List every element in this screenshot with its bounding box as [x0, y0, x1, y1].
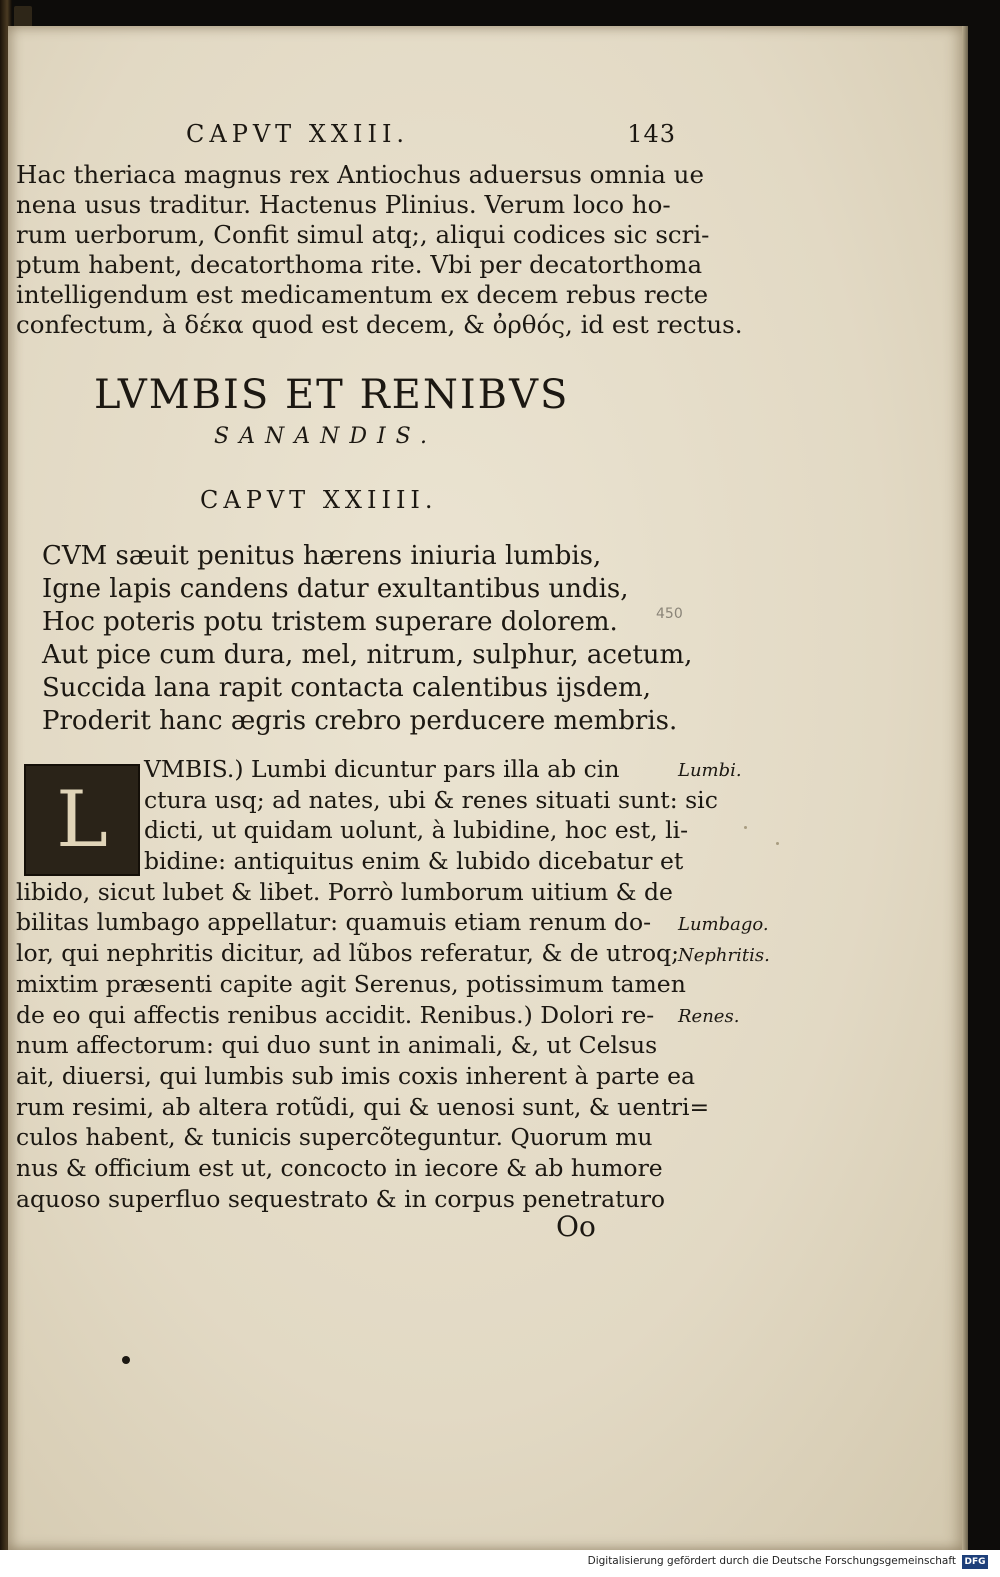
- text-line: culos habent, & tunicis supercõteguntur. Quorum mu: [16, 1123, 653, 1152]
- text-line: ait, diuersi, qui lumbis sub imis coxis inherent à parte ea: [16, 1061, 695, 1090]
- section-subtitle: SANANDIS.: [214, 424, 437, 449]
- chapter-heading: CAPVT XXIIII.: [200, 486, 438, 514]
- verse-line: Hoc poteris potu tristem superare dolorem.: [42, 607, 618, 637]
- ink-spot: [122, 1356, 130, 1364]
- text-line: mixtim præsenti capite agit Serenus, potissimum tamen: [16, 969, 686, 998]
- verse-line: CVM sæuit penitus hærens iniuria lumbis,: [42, 541, 602, 571]
- text-line: aquoso superfluo sequestrato & in corpus penetraturo: [16, 1184, 666, 1213]
- verse-block: [42, 540, 702, 738]
- verse-line: Succida lana rapit contacta calentibus ijsdem,: [42, 673, 651, 703]
- marginal-note-lumbi: Lumbi.: [678, 760, 742, 781]
- text-line: ctura usq; ad nates, ubi & renes situati sunt: sic: [144, 785, 718, 814]
- text-line: bidine: antiquitus enim & lubido dicebatur et: [144, 847, 684, 876]
- book-corner: [14, 6, 32, 28]
- text-line: num affectorum: qui duo sunt in animali, &, ut Celsus: [16, 1031, 658, 1060]
- text-line: intelligendum est medicamentum ex decem rebus recte: [16, 280, 709, 309]
- marginal-note-nephritis: Nephritis.: [678, 945, 770, 966]
- signature-mark: Oo: [556, 1210, 596, 1243]
- page-edge: [962, 26, 968, 1550]
- decorated-initial: L: [24, 764, 140, 876]
- paper-speck: [744, 826, 747, 829]
- paper-speck: [776, 842, 779, 845]
- text-line: ptum habent, decatorthoma rite. Vbi per decatorthoma: [16, 250, 703, 279]
- section-title: LVMBIS ET RENIBVS: [94, 372, 570, 418]
- verse-line: Proderit hanc ægris crebro perducere membris.: [42, 706, 678, 736]
- text-line: bilitas lumbago appellatur: quamuis etiam renum do-: [16, 908, 652, 937]
- text-line: nena usus traditur. Hactenus Plinius. Verum loco ho-: [16, 190, 671, 219]
- verse-line: Aut pice cum dura, mel, nitrum, sulphur, acetum,: [42, 640, 693, 670]
- text-line: libido, sicut lubet & libet. Porrò lumborum uitium & de: [16, 877, 673, 906]
- running-header: [186, 120, 676, 148]
- text-line: lor, qui nephritis dicitur, ad lũbos referatur, & de utroq;: [16, 939, 680, 968]
- text-line: rum uerborum, Confit simul atq;, aliqui codices sic scri-: [16, 220, 710, 249]
- marginal-note-lumbago: Lumbago.: [678, 914, 769, 935]
- text-line: de eo qui affectis renibus accidit. Renibus.) Dolori re-: [16, 1000, 655, 1029]
- dfg-logo: DFG: [962, 1555, 988, 1569]
- text-line: Hac theriaca magnus rex Antiochus aduersus omnia ue: [16, 160, 704, 189]
- text-line: VMBIS.) Lumbi dicuntur pars illa ab cin: [144, 755, 620, 783]
- funding-credit: Digitalisierung gefördert durch die Deutsche Forschungsgemeinschaft: [587, 1555, 956, 1567]
- page-number: 143: [627, 120, 676, 148]
- running-title: CAPVT XXIII.: [186, 120, 410, 148]
- text-line: nus & officium est ut, concocto in iecore & ab humore: [16, 1153, 663, 1182]
- text-line: dicti, ut quidam uolunt, à lubidine, hoc est, li-: [144, 816, 689, 845]
- text-line: confectum, à δέκα quod est decem, & ὀρθός, id est rectus.: [16, 310, 743, 339]
- text-line: rum resimi, ab altera rotũdi, qui & uenosi sunt, & uentri=: [16, 1092, 710, 1121]
- verse-line: Igne lapis candens datur exultantibus undis,: [42, 574, 629, 604]
- prose-paragraph: [16, 160, 743, 340]
- marginal-note-renes: Renes.: [678, 1006, 740, 1027]
- pencil-annotation: 450: [656, 606, 683, 622]
